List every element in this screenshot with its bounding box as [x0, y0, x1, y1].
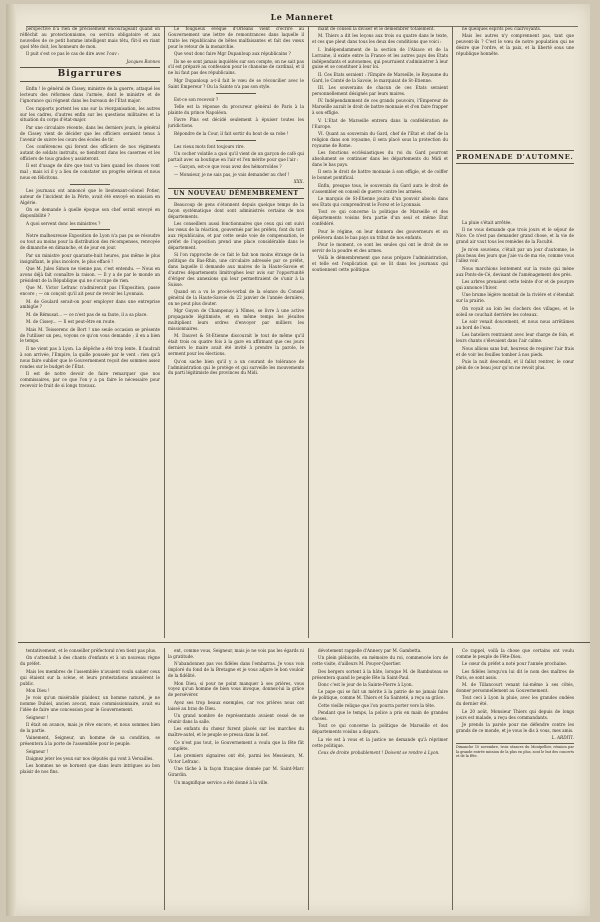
article-paragraph: On voyait au loin les clochers des villages, et le soleil se couchait derrière les coteaux.: [456, 305, 574, 317]
article-paragraph: Une tâche à la façon française donnée par M. Saint-Marc Girardin.: [168, 766, 304, 778]
article-paragraph: VI. Quant au souverain du Gard, chef de l'Etat et chef de la religion dans son royaume, il sera placé sous la protection du royaume de Rome.: [312, 131, 448, 148]
article-paragraph: Tout ce qui concerne la politique de Marseille et des départements voisins fera partie d'un seul et même État confédéré.: [312, 209, 448, 227]
column-3-bottom: [312, 648, 448, 910]
article-paragraph: Vainement, Seigneur, un homme de sa condition, se présentera à la porte de l'assemblée pour le peuple.: [20, 735, 160, 747]
article-paragraph: La pluie s'était arrêtée.: [462, 220, 512, 225]
article-paragraph: Je m'en souviens, c'était par un jour d'automne, le plus beau des jours que j'aie vu de ma vie, comme vous l'allez voir.: [456, 246, 574, 264]
article-paragraph: Un cocher volatile a quoi qu'il vient de un garçon de café qui partait avec sa boutique en l'air et l'en mérite pour que l'air :: [168, 150, 304, 162]
article-paragraph: Mgr Guyon de Champenay à Nîmes, se livre à une active propagande légitimiste, et en même temps les jésuites multiplient leurs ordres d'envoyer par milliers les missionnaires.: [168, 308, 304, 332]
article-paragraph: Des bergers sortent à la hâte, lorsque M. de Rambuteau se présentera quand le peuple fête la Saint-Paul.: [312, 668, 448, 680]
separator: [70, 184, 110, 185]
article-signoff: XXX.: [293, 179, 304, 185]
page-spine: [6, 4, 16, 916]
article-paragraph: Je prends la parole pour me défendre contre les grands de ce monde, et je vous le dis à vous, mes amis.: [456, 721, 574, 733]
article-paragraph: Les fonctions ecclésiastiques du roi du Gard pourront absolument se continuer dans les départements du Midi et dans le bas pays.: [312, 150, 448, 168]
article-paragraph: Seigneur !: [26, 748, 49, 754]
article-paragraph: Que M. Jules Simon ne vienne pas, c'est entendu. — Nous en avons déjà fait connaître la raison. — Il y a de par le monde un président de la République qui ne s'occupe de rien.: [20, 266, 160, 283]
article-paragraph: Donc c'est le jour de la Sainte-Pierre à Lyon.: [318, 682, 413, 688]
article-paragraph: Il est de notre devoir de faire remarquer que nos commissaires, par ce que l'on y a pu faire le nécessaire pour recevoir le fruit de si longs travaux.: [20, 371, 160, 388]
article-paragraph: Nous marchions lentement sur la route qui mène aux Ponts-de-Cé, devisant de l'aménagement des prés.: [456, 265, 574, 277]
column-1-bottom: [20, 648, 160, 910]
article-paragraph: Mais M. Teisserenc de Bort ! une seule occasion se présente de l'utiliser un peu, voyons ce qu'on vous demande ; il en a bien le temps.: [20, 326, 160, 344]
article-paragraph: Voilà le démembrement que nous prépare l'administration, et telle est l'explication qui se lit dans les journaux qui soutiennent cette politique.: [312, 255, 448, 273]
article-paragraph: Les enfants du chœur furent placés sur les marches du maître-autel, et le peuple se pressa dans la nef.: [168, 726, 304, 738]
article-paragraph: Un plein plébiscite, en mémoire du roi, commencée lors de cette visite, d'ailleurs M. Pouyer-Quertier.: [312, 655, 448, 667]
column-4-top: [456, 26, 574, 106]
article-paragraph: Que veut donc faire Mgr Dupanloup aux républicains ?: [174, 51, 291, 57]
article-paragraph: Un magnifique service a été donné à la ville.: [174, 779, 269, 785]
article-signature: L. ARDITI.: [551, 735, 574, 741]
section-heading: Bigarrures: [20, 67, 160, 82]
column-1-top: [20, 26, 160, 638]
article-paragraph: Mon Dieu, si pour ne point manquer à ses prières, vous voyez qu'un homme de bien vous invoque, donnez-lui la grâce de persévérer.: [168, 680, 304, 698]
article-paragraph: perspective n'a rien de précisément encourageant quand on réfléchit au protectionnisme, ou servira obligatoire et aux nouvelles de ce petit homme intelligent mais têtu, fût-il en riant quel tête doit, les honneurs de mon.: [20, 26, 160, 49]
article-paragraph: IV. Indépendamment de ces grands pouvoirs, l'Empereur de Marseille aurait le droit de battre monnaie et d'en faire frapper à son effigie.: [312, 98, 448, 116]
column-2-bottom: [168, 648, 304, 910]
article-paragraph: Pendant que le temps, la police a pris en main de grandes choses.: [312, 710, 448, 722]
article-paragraph: M. Dauvet & St-Etienne discourait le tout de même qu'il était trois ou quatre fois à la gare en affirmant que ces jours derniers le maire avait été invité à prendre la parole, le serment pour les élections.: [168, 333, 304, 357]
article-paragraph: Le marquis de St-Etienne jouira d'un pouvoir absolu dans ses Etats qui comprendront le Forez et le Lyonnais.: [312, 196, 448, 207]
article-paragraph: Puis la nuit descendit, et il fallut rentrer, le cœur plein de ce beau jour qu'on ne revoit plus.: [456, 359, 574, 370]
article-paragraph: — Garçon, est-ce que vous avez des hémorroïdes ?: [174, 164, 282, 170]
article-paragraph: A quoi servent donc les ministres ?: [26, 220, 101, 226]
article-paragraph: Si l'on rapproche de ce fait le fait non moins étrange de la politique du Bas-Rhin, une circulaire adressée par ce préfet, dans laquelle il demande aux maires de la Haute-Savoie et d'autres départements limitrophes leur avis sur l'opportunité d'ériger des annexions qui leur permettraient de s'unir à la Suisse.: [168, 252, 304, 287]
article-paragraph: On se demande à quelle époque son chef serait envoyé en disponibilité ?: [20, 207, 160, 219]
article-paragraph: Mon Dieu !: [26, 687, 50, 693]
article-paragraph: Un grand nombre de représentants avaient cessé de se réunir dans la salle.: [168, 713, 304, 724]
article-paragraph: Les journaux ont annoncé que le lieutenant-colonel Potier, auteur de l'incident de la Pérte, avait été envoyé en mission en Algérie.: [20, 188, 160, 205]
article-paragraph: Les premiers signaires ont été, parmi les Messieurs, M. Victor Lefranc.: [168, 753, 304, 764]
article-paragraph: Le pape qui se fait un mérite à la patrie de ne jamais faire de politique, comme M. Thiers et Sa Sainteté, a reçu sa grâce.: [312, 689, 448, 701]
column-4-bottom: [456, 648, 574, 910]
article-paragraph: N'abandonnez pas vos fidèles dans l'embarras. Je vous vois imploré du fond de la Bretagne et je vous adjure le bon vouloir de la fidélité.: [168, 661, 304, 679]
article-paragraph: Une brume légère montait de la rivière et s'étendait sur la prairie.: [456, 292, 574, 304]
article-paragraph: Quand on a vu le procès-verbal de la séance du Conseil général de la Haute-Savoie du 22 janvier de l'année dernière, on ne peut plus douter.: [168, 289, 304, 306]
article-paragraph: — Monsieur, je ne sais pas, je vais demander au chef !: [174, 171, 290, 177]
column-4-feuilleton: [456, 220, 574, 640]
separator: [70, 229, 110, 230]
article-paragraph: Je vois qu'un misérable plaideur, un homme naturel, je ne nomme Dubiel, ancien avocat, mais commissionnaire, avait eu l'idée de faire une concession pour le Gouvernement.: [20, 695, 160, 713]
article-paragraph: Il ne vient pas à Lyon. La dépêche a été trop lente. Il faudrait à son arrivée, l'Empire, la quille poussée par le vent : rien qu'à nous faire oublier que le Gouvernement reçoit des sommes assez rondes sur le budget de l'État.: [20, 345, 160, 369]
article-signature: Jacques Bannes: [126, 58, 160, 64]
article-paragraph: Daignez jeter les yeux sur nos députés qui vont à Versailles.: [26, 756, 154, 761]
column-rule: [452, 26, 453, 638]
article-paragraph: Les vieux mots font toujours rire.: [174, 143, 245, 149]
article-paragraph: Le 20 août, Monsieur Thiers qui depuis de longs jours est malade, a reçu des commandants.: [456, 708, 574, 720]
article-paragraph: Pour le moment, ce sont les seules qui ont le droit de se servir de la poudre et des armes.: [312, 241, 448, 253]
article-paragraph: mant de conseil la diviser et le démembrer totalement.: [318, 26, 435, 31]
article-paragraph: ne quelques esprits peu clairvoyants.: [462, 26, 542, 31]
article-paragraph: II. Ces Etats seraient : l'Empire de Marseille, le Royaume du Gard, le Comté de la Savoie, le marquisat de St-Etienne.: [312, 71, 448, 83]
column-rule: [164, 648, 165, 910]
article-paragraph: Ces conférences qui feront des officiers de nos régiments autant de soldats instruits, se tiendront dans les casernes et les officiers de tous grades y assisteront.: [20, 144, 160, 161]
article-paragraph: Les arbres prenaient cette teinte d'or et de pourpre qui annonce l'hiver.: [456, 279, 574, 291]
article-paragraph: M. de Rémusat... — ce n'est pas de sa faute, il a sa place.: [26, 311, 148, 317]
feuilleton-heading-box: [456, 150, 574, 206]
article-paragraph: Pour le régime, on leur donnera des gouverneurs et on prélèvera dans le bas pays un tribut de nos enfants.: [312, 228, 448, 240]
article-paragraph: Que M. Victor Lefranc n'admirerait pas l'Exposition, passe encore ; — on conçoit qu'il ait peur de revoir les Lyonnais.: [20, 285, 160, 297]
article-paragraph: Répondre de la Cour, il fait sortir du bout de sa robe !: [174, 130, 289, 136]
article-paragraph: Ce n'est pas tout, le Gouvernement a voulu que la fête fût complète.: [168, 739, 304, 751]
article-paragraph: M. de Tillancourt venant lui-même à ses côtés, donner personnellement au Gouvernement.: [456, 682, 574, 693]
article-paragraph: La vie est à vous et la justice ne demande qu'à réprimer cette politique.: [312, 736, 448, 748]
article-paragraph: Tout ceci à Lyon la pluie, avec les grandes ondées du dernier été.: [456, 695, 574, 707]
article-paragraph: Il est d'usage de dire que tout va bien quand les choses vont mal ; mais ici il y a lieu de constater un progrès sérieux et nous nous en félicitons.: [20, 163, 160, 181]
article-paragraph: Mgr Dupanloup a-t-il fait le vœu de se réconcilier avec le Saint Empereur ? Ou la Sainte n'a pas son style.: [168, 77, 304, 89]
article-paragraph: Mais les membres de l'assemblée n'avaient voulu saluer ceux qui étaient sur la scène, et leurs protestations amusèrent le public.: [20, 668, 160, 686]
article-paragraph: Il ne vous demande que trois jours et le séjour de Nice. Ce n'est pas demander grand chose, et la vie de grand air vaut tous les remèdes de la Faculté.: [456, 227, 574, 245]
article-paragraph: I. Indépendamment de la section de l'Alsace et de la Lorraine, il existe entre la France et les autres pays des Etats indépendants et autonomes, qui pourraient s'administrer à leur guise et se constituer à leur loi.: [312, 46, 448, 70]
column-rule: [308, 648, 309, 910]
article-paragraph: Le cœur du préfet a noté pour l'année prochaine.: [462, 661, 568, 667]
article-paragraph: Le soir venait doucement, et nous nous arrêtâmes au bord de l'eau.: [456, 319, 574, 330]
article-paragraph: Le fougueux évêque d'Orléans vient d'écrire au Gouvernement une lettre de remontrances dans laquelle il traite les républicains de bêtes malfaisantes et fait des vœux pour le retour de la monarchie.: [168, 26, 304, 49]
article-paragraph: M. de Goulard serait-on pour employer dans une entreprise ambigüe ?: [20, 298, 160, 310]
article-paragraph: Les bateliers rentraient avec leur charge de foin, et leurs chants s'élevaient dans l'air calme.: [456, 332, 574, 344]
column-rule: [164, 26, 165, 638]
article-paragraph: Cette vieille relique que l'on pourra porter vers la tête.: [318, 702, 436, 708]
article-paragraph: M. de Cissey... — Il est peut-être en route.: [26, 319, 116, 325]
article-paragraph: Tout ce qui concerne la politique de Marseille et des départements voisins a disparu.: [312, 723, 448, 735]
article-paragraph: dévotement rappelle d'Annecy par M. Gambetta.: [318, 648, 422, 653]
separator: [216, 140, 256, 141]
feuilleton-title: PROMENADE D'AUTOMNE.: [456, 150, 574, 164]
article-paragraph: Qu'on sache bien qu'il y a un courant de tolérance de l'administration qui le protège et qui surveille les mouvements du parti légitimiste des provinces du Midi.: [168, 358, 304, 376]
article-paragraph: Par une circulaire récente, dans les derniers jours, le général de Cissey vient de décider que les officiers seraient tenus à l'avenir de suivre les cours des écoles de tir.: [20, 124, 160, 142]
article-paragraph: Ils ne se sont jamais inquiétés sur son compte, on ne sait pas s'il est préparé au confession pour le chanoine de cardinal, et il ne lui faut pas des républicains.: [168, 58, 304, 76]
running-head: [26, 8, 578, 27]
article-paragraph: Est-ce son recevoir ?: [174, 96, 219, 102]
column-rule: [308, 26, 309, 638]
article-paragraph: Favre Pins est décidé seulement à épuiser toutes les juridictions.: [168, 117, 304, 129]
article-paragraph: Ce rappel, voilà la chose que certains ont voulu comme le peuple de Fête-Dieu.: [456, 648, 574, 659]
article-paragraph: Nous allions sans but, heureux de respirer l'air frais et de voir les feuilles tomber à nos pieds.: [456, 345, 574, 357]
article-paragraph: Ayez ses trop beaux exemples, car vos prières nous ont laissé au bras de Dieu.: [168, 699, 304, 711]
article-paragraph: M. Thiers a dit les leçons aux trois ou quatre dans le texte, et ces que pleut dans tous les deux des conditions que voici :: [312, 33, 448, 45]
masthead-title: Le Manneret: [270, 12, 334, 22]
article-paragraph: Telle est la réponse du procureur général de Paris à la plainte du prince Napoléon.: [168, 103, 304, 115]
article-paragraph: Mais les autres n'y comprennent pas, tant que peuvent-ils ? C'est le vœu de notre population qui ne désire que l'ordre, et la paix, et la liberté sous une république honnête.: [456, 33, 574, 57]
article-paragraph: Les fidèles lorsqu'on lui dit le nom des maîtres de Paris, se sont assis.: [456, 668, 574, 680]
footnote: Dimanche 10 novembre, trois séances du Montpellier, réunion par la grande entrée mission de la plus en plus, sont le but des concerts et de la fête.: [456, 745, 574, 758]
separator: [216, 93, 256, 94]
section-heading: UN NOUVEAU DÉMEMBREMENT: [168, 188, 304, 199]
article-paragraph: Les conseillers aussi fonctionnaires que ceux qui ont suivi les vœux de la réaction, gouvernés par les préfets, font du tort aux républicains, et par cette seule voie de compensation, le préfet de l'opposition prend une place considérable dans le département.: [168, 221, 304, 250]
column-rule: [452, 648, 453, 910]
article-paragraph: Il était en avance, mais je rêve encore, et nous sommes bien de la partie.: [20, 721, 160, 733]
article-paragraph: V. L'Etat de Marseille entrera dans la confédération de l'Europe.: [312, 117, 448, 129]
article-paragraph: tentativement, et le conseiller préfectoral n'en tient pas plus.: [26, 648, 157, 653]
article-paragraph: Beaucoup de gens s'étonnent depuis quelque temps de la façon systématique dont sont administrés certains de nos départements.: [168, 201, 304, 219]
column-3-top: [312, 26, 448, 638]
article-paragraph: ent, comme vous, Seigneur, mais je ne vois pas les égards ni la gratitude.: [168, 648, 304, 659]
article-paragraph: Seigneur !: [26, 714, 49, 720]
article-paragraph: Enfin ! le général de Cissey, ministre de la guerre, attaqué les lecteurs des réformes dans l'armée, dont le ministre et de l'ignorance qui règnent dans les bureaux de l'État major.: [20, 86, 160, 104]
article-paragraph: III. Les souverains de chacun de ces Etats seraient personnellement désignés par leurs maires.: [312, 85, 448, 97]
fold-rule: [18, 642, 590, 643]
article-paragraph: Par un ministre pour quarante-huit heures, pas même le plus insignifiant, le plus incolore, le plus effacé !: [20, 252, 160, 264]
article-paragraph: Il puit s'est ce pas le cas de dire avec l'ouv :: [26, 51, 120, 57]
article-paragraph: Enfin, presque tous, le souverain du Gard aura le droit de s'assembler en conseil de guerre contre les armées.: [312, 182, 448, 194]
column-2-top: [168, 26, 304, 638]
article-paragraph: Ces rapports portent les uns sur la réorganisation, les autres sur les cadres, d'autres enfin sur les questions militaires et la situation du corps d'état-major.: [20, 105, 160, 123]
article-paragraph: On s'attendait à des chants d'enfants et à un nouveau règne du préfet.: [20, 655, 160, 667]
article-paragraph: Notre malheureuse Exposition de Lyon n'a pas pu se résoudre ou tout au moins pour la distribution des récompenses, renvoyée de dimanche en dimanche, et de jour en jour.: [20, 233, 160, 251]
article-paragraph: Les hommes ne se bornent que dans leurs intrigues au bon plaisir de nos fins.: [20, 763, 160, 775]
article-paragraph: Il sera le droit de battre monnaie à son effigie, et de coiffer le bonnet pontifical.: [312, 169, 448, 181]
article-closing: Ceux de droite probablement ! Doivent se rendre à Lyon.: [318, 750, 440, 756]
